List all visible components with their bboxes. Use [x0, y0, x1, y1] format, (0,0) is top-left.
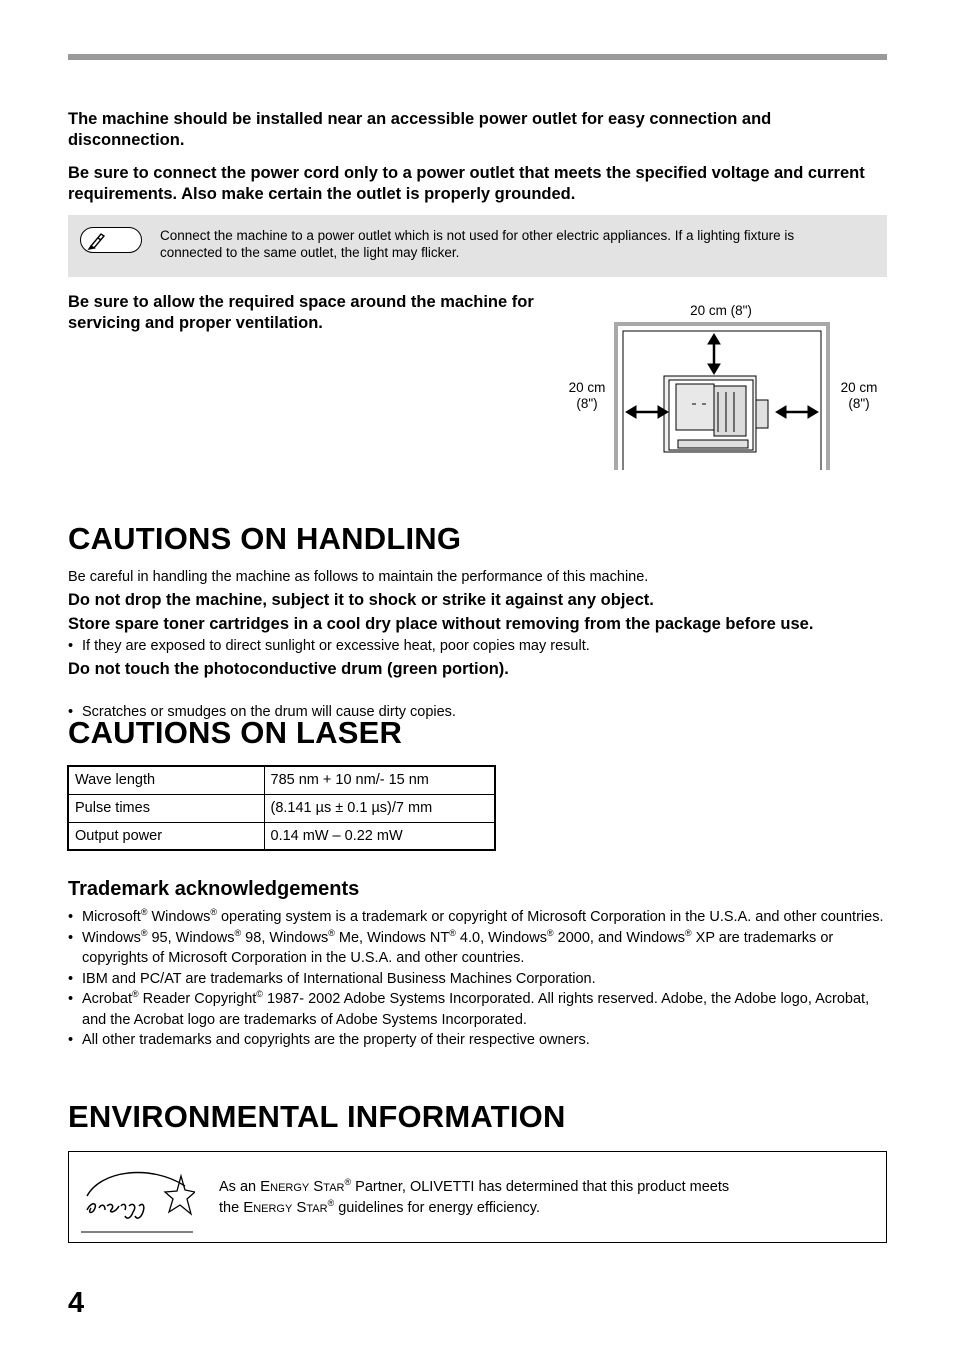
environmental-heading: ENVIRONMENTAL INFORMATION: [68, 1099, 566, 1134]
laser-row-value: 0.14 mW – 0.22 mW: [264, 822, 495, 850]
list-item: • Acrobat® Reader Copyright© 1987- 2002 Adobe Systems Incorporated. All rights reserved. Adobe, the Adobe logo, Acrobat, and the Acrobat logo are trademarks of Adobe Systems Incorporated.: [68, 989, 888, 1030]
energy-star-text: [219, 1177, 839, 1219]
table-row: [68, 822, 495, 850]
diagram-right-label-line1: 20 cm: [840, 380, 878, 395]
energy-star-logo: [81, 1166, 195, 1234]
list-item: • Windows® 95, Windows® 98, Windows® Me, Windows NT® 4.0, Windows® 2000, and Windows® XP are trademarks or copyrights of Microsoft Corporation in the U.S.A. and other countries.: [68, 928, 888, 969]
copier-machine-icon: [664, 376, 768, 452]
laser-row-label: Output power: [68, 822, 264, 850]
energy-star-line1: As an ENERGY STAR® Partner, OLIVETTI has determined that this product meets: [219, 1177, 730, 1195]
energy-star-box: [68, 1151, 887, 1243]
diagram-right-label: [832, 380, 886, 412]
list-item: • All other trademarks and copyrights are the property of their respective owners.: [68, 1030, 888, 1051]
laser-row-label: Pulse times: [68, 794, 264, 822]
install-outlet-text: The machine should be installed near an accessible power outlet for easy connection and disconnection.: [68, 110, 772, 149]
page-number: 4: [68, 1287, 85, 1319]
top-rule: [68, 54, 887, 60]
table-row: [68, 794, 495, 822]
table-row: [68, 766, 495, 794]
handling-heading: CAUTIONS ON HANDLING: [68, 521, 462, 556]
handling-toner-bullet: • If they are exposed to direct sunlight or excessive heat, poor copies may result.: [68, 636, 882, 657]
handling-drum-bullet: • Scratches or smudges on the drum will cause dirty copies.: [68, 702, 882, 723]
laser-spec-table: [67, 765, 496, 851]
handling-no-drop: Do not drop the machine, subject it to shock or strike it against any object.: [68, 591, 654, 609]
list-item: • Microsoft® Windows® operating system is a trademark or copyright of Microsoft Corporation in the U.S.A. and other countries.: [68, 907, 888, 928]
list-item: • IBM and PC/AT are trademarks of International Business Machines Corporation.: [68, 969, 888, 990]
laser-row-value: (8.141 µs ± 0.1 µs)/7 mm: [264, 794, 495, 822]
clearance-diagram: [614, 322, 830, 470]
handling-drum: Do not touch the photoconductive drum (green portion).: [68, 660, 509, 678]
note-box: [68, 215, 887, 277]
handling-intro: Be careful in handling the machine as follows to maintain the performance of this machine.: [68, 569, 649, 585]
diagram-left-label: [560, 380, 614, 412]
space-text: Be sure to allow the required space around the machine for servicing and proper ventilation.: [68, 293, 534, 332]
diagram-left-label-line2: (8"): [576, 396, 598, 411]
install-voltage-text: Be sure to connect the power cord only to a power outlet that meets the specified voltage and current requirements. Also make certain the outlet is properly grounded.: [68, 164, 865, 203]
handling-toner-storage: Store spare toner cartridges in a cool dry place without removing from the package before use.: [68, 615, 814, 633]
diagram-top-label: 20 cm (8"): [690, 303, 752, 318]
laser-heading: CAUTIONS ON LASER: [68, 715, 403, 750]
trademark-list: [68, 907, 888, 1051]
pencil-note-icon: [80, 227, 142, 253]
diagram-left-label-line1: 20 cm: [568, 380, 606, 395]
laser-row-label: Wave length: [68, 766, 264, 794]
laser-row-value: 785 nm + 10 nm/- 15 nm: [264, 766, 495, 794]
trademark-heading: Trademark acknowledgements: [68, 878, 360, 900]
diagram-right-label-line2: (8"): [848, 396, 870, 411]
energy-star-line2: the ENERGY STAR® guidelines for energy efficiency.: [219, 1198, 541, 1216]
note-text: Connect the machine to a power outlet which is not used for other electric appliances. If a lighting fixture is connected to the same outlet, the light may flicker.: [160, 228, 795, 260]
